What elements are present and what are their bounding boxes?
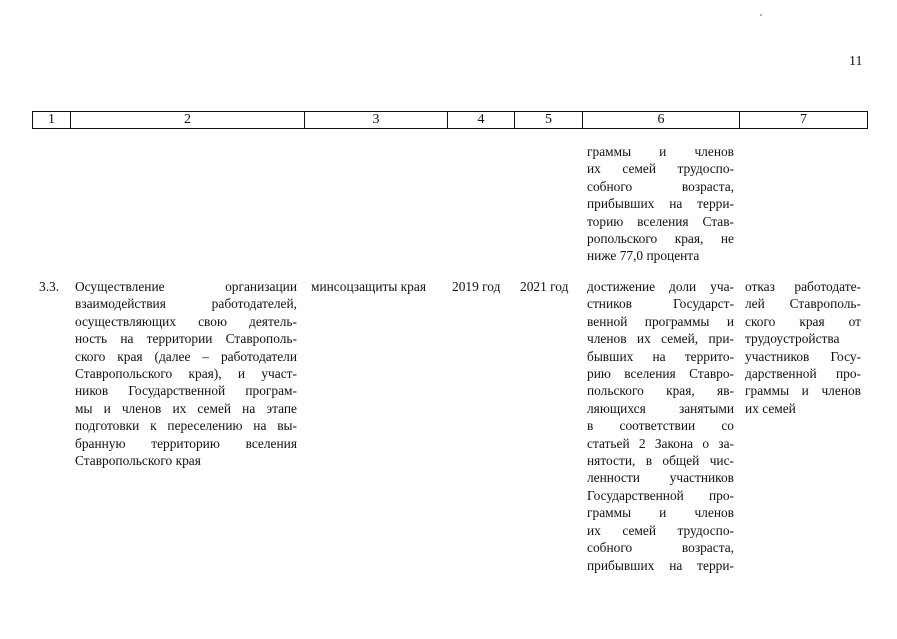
text-line: взаимодействия работодателей, [75, 296, 297, 312]
text-line: ляющихся занятыми [587, 400, 734, 416]
text-line: ниже 77,0 процента [587, 248, 700, 264]
text-line: статьей 2 Закона о за- [587, 435, 734, 451]
text-line: ников Государственной програм- [75, 383, 297, 399]
text-line: граммы и членов [587, 144, 734, 159]
text-line: прибывших на терри- [587, 196, 734, 212]
column-header-4: 4 [448, 112, 515, 129]
text-line: собного возраста, [587, 540, 734, 556]
row-risk [745, 278, 861, 417]
text-line: граммы и членов [587, 505, 734, 521]
column-header-3: 3 [305, 112, 448, 129]
text-line: ского края (далее – работодатели [75, 348, 297, 364]
row-number: 3.3. [39, 279, 60, 294]
text-line: осуществляющих свою деятель- [75, 313, 297, 329]
page-number: 11 [849, 54, 863, 69]
continuation-col6-text [587, 143, 734, 265]
text-line: стников Государст- [587, 296, 734, 312]
column-header-6: 6 [583, 112, 740, 129]
row-description [75, 278, 297, 469]
text-line: участников Госу- [745, 348, 861, 364]
text-line: их семей [745, 400, 796, 416]
text-line: ского края от [745, 313, 861, 329]
text-line: ленности участников [587, 470, 734, 486]
text-line: мы и членов их семей на этапе [75, 400, 297, 416]
text-line: бранную территорию вселения [75, 435, 297, 451]
text-line: Государственной про- [587, 487, 734, 503]
text-line: бывших на террито- [587, 348, 734, 364]
text-line: Ставропольского края [75, 453, 201, 469]
text-line: членов их семей, при- [587, 331, 734, 347]
text-line: подготовки к переселению на вы- [75, 418, 297, 434]
text-line: трудоустройства [745, 331, 840, 347]
text-line: нятости, в общей чис- [587, 453, 734, 469]
text-line: граммы и членов [745, 383, 861, 399]
column-header-1: 1 [33, 112, 71, 129]
text-line: лей Ставрополь- [745, 296, 861, 312]
text-line: их семей трудоспо- [587, 161, 734, 177]
text-line: в соответствии со [587, 418, 734, 434]
text-line: собного возраста, [587, 178, 734, 194]
text-line: венной программы и [587, 313, 734, 329]
text-line: рию вселения Ставро- [587, 366, 734, 382]
text-line: их семей трудоспо- [587, 522, 734, 538]
row-end-year: 2021 год [520, 279, 569, 294]
text-line: отказ работодате- [745, 279, 861, 294]
text-line: ность на территории Ставрополь- [75, 331, 297, 347]
text-line: Ставропольского края), и участ- [75, 366, 297, 382]
row-start-year: 2019 год [452, 279, 501, 294]
text-line: польского края, яв- [587, 383, 734, 399]
row-executor: минсоцзащиты края [311, 279, 426, 294]
row-expected-result [587, 278, 734, 574]
text-line: дарственной про- [745, 366, 861, 382]
text-line: ропольского края, не [587, 231, 734, 247]
column-header-7: 7 [740, 112, 868, 129]
column-header-2: 2 [71, 112, 305, 129]
column-header-row [32, 111, 868, 129]
text-line: торию вселения Став- [587, 213, 734, 229]
scan-speck [760, 14, 762, 16]
text-line: Осуществление организации [75, 279, 297, 294]
column-header-5: 5 [515, 112, 583, 129]
text-line: прибывших на терри- [587, 557, 734, 573]
text-line: достижение доли уча- [587, 279, 734, 294]
